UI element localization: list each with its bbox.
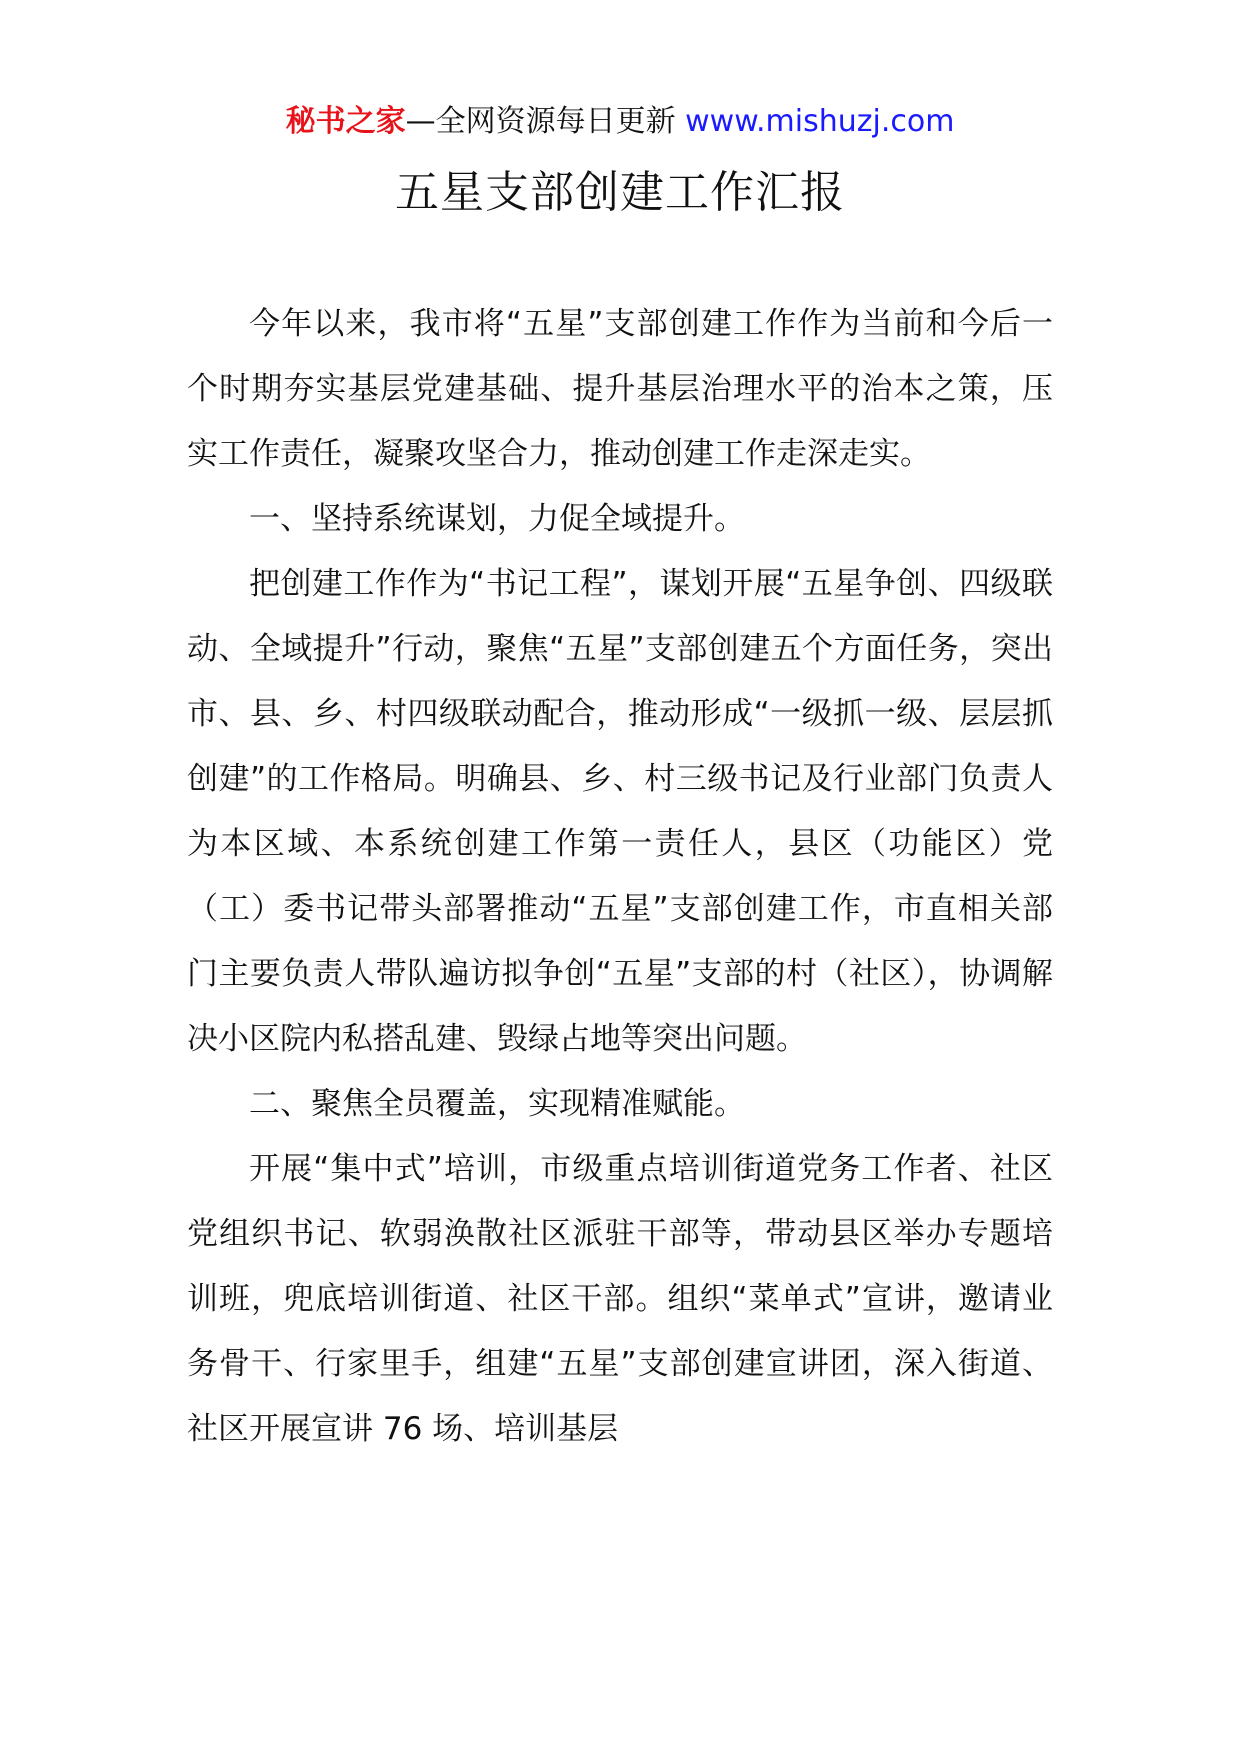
header-tagline: —全网资源每日更新	[405, 104, 686, 139]
brand-name: 秘书之家	[285, 104, 406, 139]
site-url-link[interactable]: www.mishuzj.com	[685, 104, 955, 139]
site-header	[0, 100, 1240, 144]
document-body	[187, 292, 1053, 1462]
section-heading-2: 二、聚焦全员覆盖，实现精准赋能。	[249, 1086, 745, 1122]
intro-paragraph: 今年以来，我市将“五星”支部创建工作作为当前和今后一个时期夯实基层党建基础、提升基层治理水平的治本之策，压实工作责任，凝聚攻坚合力，推动创建工作走深走实。	[187, 306, 1053, 472]
section-heading-1: 一、坚持系统谋划，力促全域提升。	[249, 501, 745, 537]
section-1-paragraph: 把创建工作作为“书记工程”，谋划开展“五星争创、四级联动、全域提升”行动，聚焦“五星”支部创建五个方面任务，突出市、县、乡、村四级联动配合，推动形成“一级抓一级、层层抓创建”的工作格局。明确县、乡、村三级书记及行业部门负责人为本区域、本系统创建工作第一责任人，县区（功能区）党（工）委书记带头部署推动“五星”支部创建工作，市直相关部门主要负责人带队遍访拟争创“五星”支部的村（社区），协调解决小区院内私搭乱建、毁绿占地等突出问题。	[187, 566, 1053, 1057]
section-2-paragraph: 开展“集中式”培训，市级重点培训街道党务工作者、社区党组织书记、软弱涣散社区派驻干部等，带动县区举办专题培训班，兜底培训街道、社区干部。组织“菜单式”宣讲，邀请业务骨干、行家里手，组建“五星”支部创建宣讲团，深入街道、社区开展宣讲 76 场、培训基层	[187, 1151, 1053, 1447]
document-title: 五星支部创建工作汇报	[395, 167, 845, 218]
